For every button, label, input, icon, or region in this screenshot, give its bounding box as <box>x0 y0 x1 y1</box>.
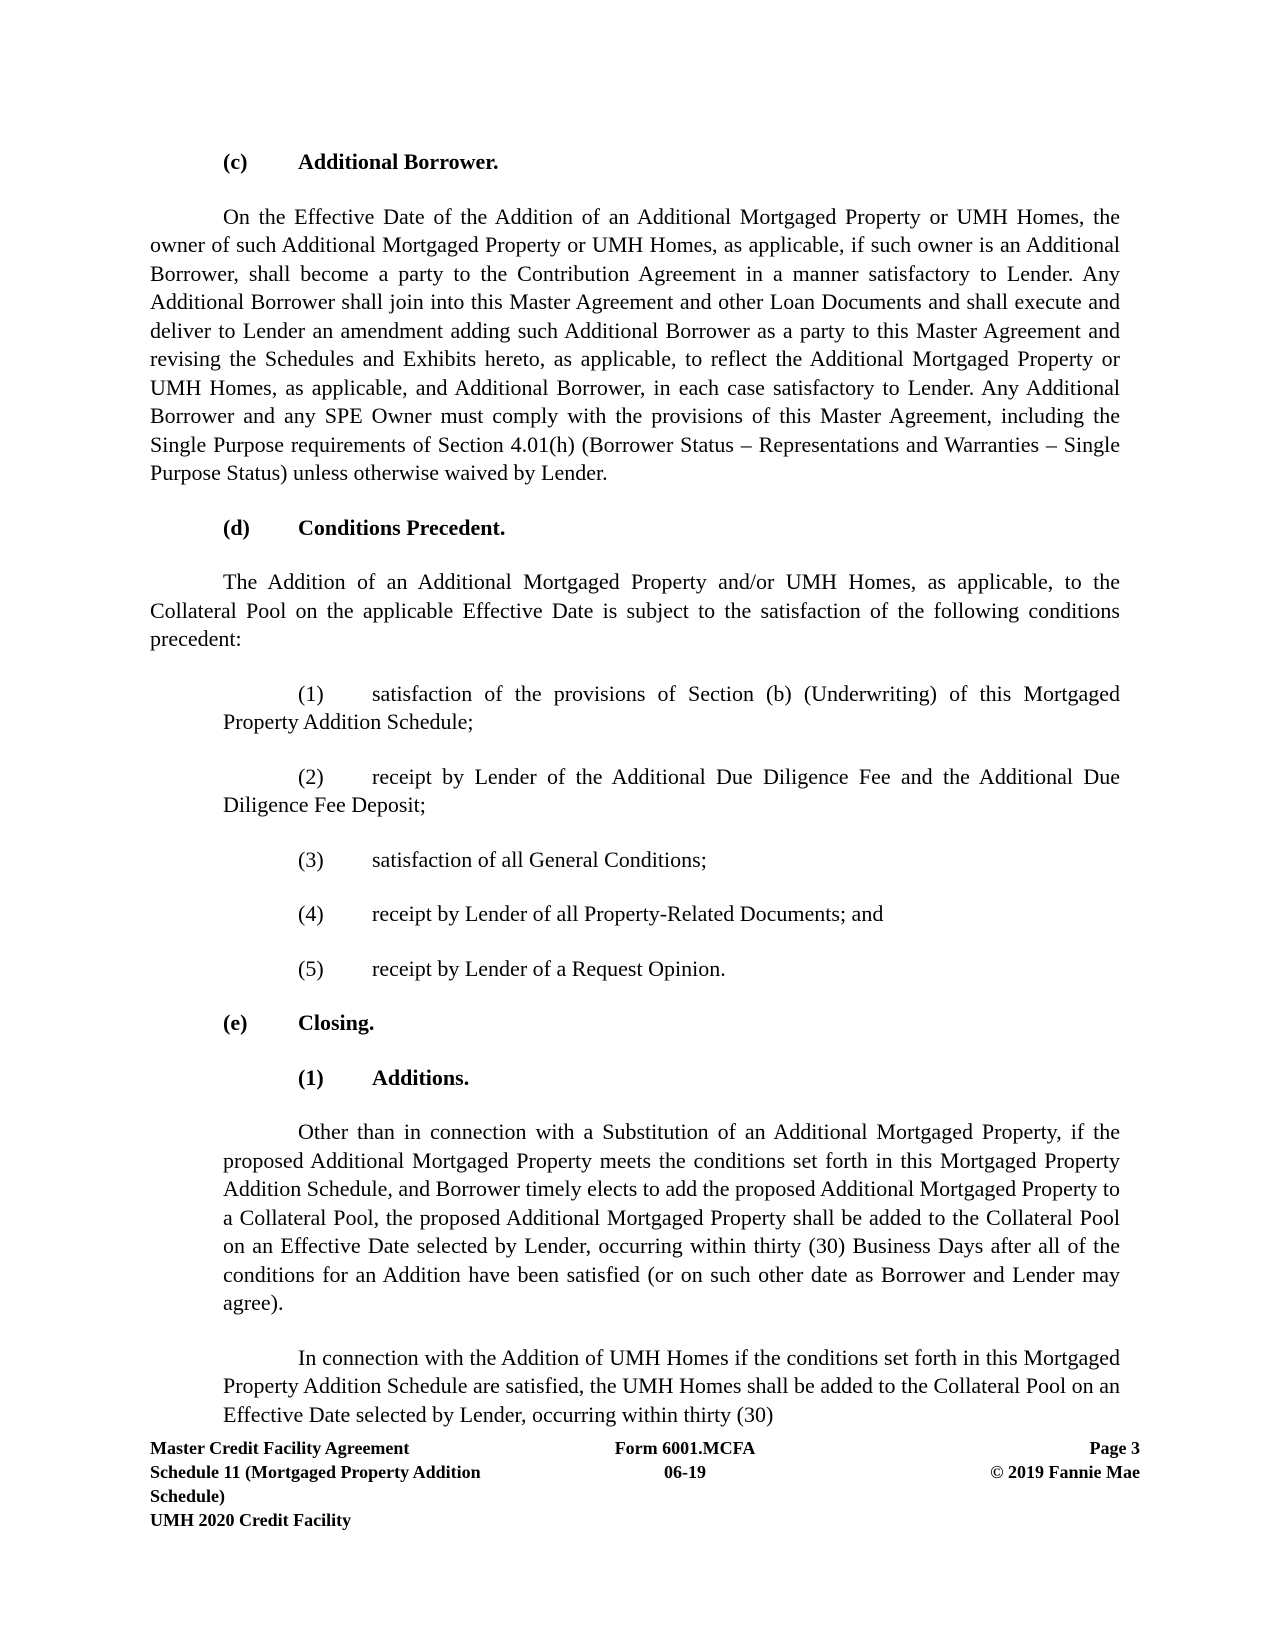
condition-item-1 <box>223 680 1120 737</box>
page-body <box>150 148 1120 1455</box>
condition-item-text: satisfaction of the provisions of Section (b) (Underwriting) of this Mortgaged Property Addition Schedule; <box>223 680 1120 734</box>
section-d-body: The Addition of an Additional Mortgaged Property and/or UMH Homes, as applicable, to the Collateral Pool on the applicable Effective Date is subject to the satisfaction of the following conditions precedent: <box>150 569 1120 651</box>
condition-item-text: satisfaction of all General Conditions; <box>372 846 707 872</box>
section-e-number: (e) <box>223 1010 248 1035</box>
section-c-heading <box>223 148 1120 177</box>
section-c-number: (c) <box>223 149 248 174</box>
footer-center <box>600 1436 770 1484</box>
condition-item-text: receipt by Lender of a Request Opinion. <box>372 955 726 981</box>
footer-facility-name: UMH 2020 Credit Facility <box>150 1510 352 1530</box>
footer-right <box>940 1436 1140 1484</box>
condition-item-text: receipt by Lender of all Property-Related Documents; and <box>372 901 884 926</box>
section-d-title: Conditions Precedent. <box>298 514 506 540</box>
condition-item-2 <box>223 763 1120 820</box>
condition-item-5 <box>223 955 1120 984</box>
subsection-1-title: Additions. <box>372 1064 470 1090</box>
section-d-heading <box>223 514 1120 543</box>
page-number: Page 3 <box>1089 1438 1140 1458</box>
condition-item-number: (3) <box>298 846 324 872</box>
condition-item-number: (5) <box>298 955 324 981</box>
section-e-heading <box>223 1009 1120 1038</box>
page-footer <box>150 1436 1140 1536</box>
additions-paragraph-1: Other than in connection with a Substitution of an Additional Mortgaged Property, if the proposed Additional Mortgaged Property meets the conditions set forth in this Mortgaged Property Addition Schedule, and Borrower timely elects to add the proposed Additional Mortgaged Property to a Collateral Pool, the proposed Additional Mortgaged Property shall be added to the Collateral Pool on an Effective Date selected by Lender, occurring within thirty (30) Business Days after all of the conditions for an Addition have been satisfied (or on such other date as Borrower and Lender may agree). <box>223 1119 1120 1315</box>
subsection-1-number: (1) <box>298 1064 324 1090</box>
footer-left <box>150 1436 550 1532</box>
condition-item-text: receipt by Lender of the Additional Due Diligence Fee and the Additional Due Diligence Fee Deposit; <box>223 763 1120 817</box>
section-d-number: (d) <box>223 514 250 540</box>
section-c-body: On the Effective Date of the Addition of an Additional Mortgaged Property or UMH Homes, the owner of such Additional Mortgaged Property or UMH Homes, as applicable, if such owner is an Additional Borrower, shall become a party to the Contribution Agreement in a manner satisfactory to Lender. Any Additional Borrower shall join into this Master Agreement and other Loan Documents and shall execute and deliver to Lender an amendment adding such Additional Borrower as a party to this Master Agreement and revising the Schedules and Exhibits hereto, as applicable, to reflect the Additional Mortgaged Property or UMH Homes, as applicable, and Additional Borrower, in each case satisfactory to Lender. Any Additional Borrower and any SPE Owner must comply with the provisions of this Master Agreement, including the Single Purpose requirements of Section 4.01(h) (Borrower Status – Representations and Warranties – Single Purpose Status) unless otherwise waived by Lender. <box>150 203 1120 485</box>
footer-document-title: Master Credit Facility Agreement <box>150 1438 410 1458</box>
section-e-title: Closing. <box>298 1010 375 1035</box>
condition-item-4 <box>223 900 1120 929</box>
condition-item-number: (4) <box>298 901 324 926</box>
footer-form-date: 06-19 <box>664 1462 706 1482</box>
footer-schedule-name-cont: Schedule) <box>150 1486 226 1506</box>
subsection-1-heading <box>298 1064 1120 1093</box>
section-c-title: Additional Borrower. <box>298 149 499 174</box>
footer-form-number: Form 6001.MCFA <box>614 1438 756 1458</box>
additions-paragraph-2: In connection with the Addition of UMH Homes if the conditions set forth in this Mortgaged Property Addition Schedule are satisfied, the UMH Homes shall be added to the Collateral Pool on an Effective Date selected by Lender, occurring within thirty (30) <box>223 1344 1120 1427</box>
copyright: © 2019 Fannie Mae <box>990 1462 1140 1482</box>
condition-item-number: (2) <box>298 763 324 789</box>
condition-item-3 <box>223 846 1120 875</box>
footer-schedule-name: Schedule 11 (Mortgaged Property Addition <box>150 1462 481 1482</box>
condition-item-number: (1) <box>298 680 324 706</box>
